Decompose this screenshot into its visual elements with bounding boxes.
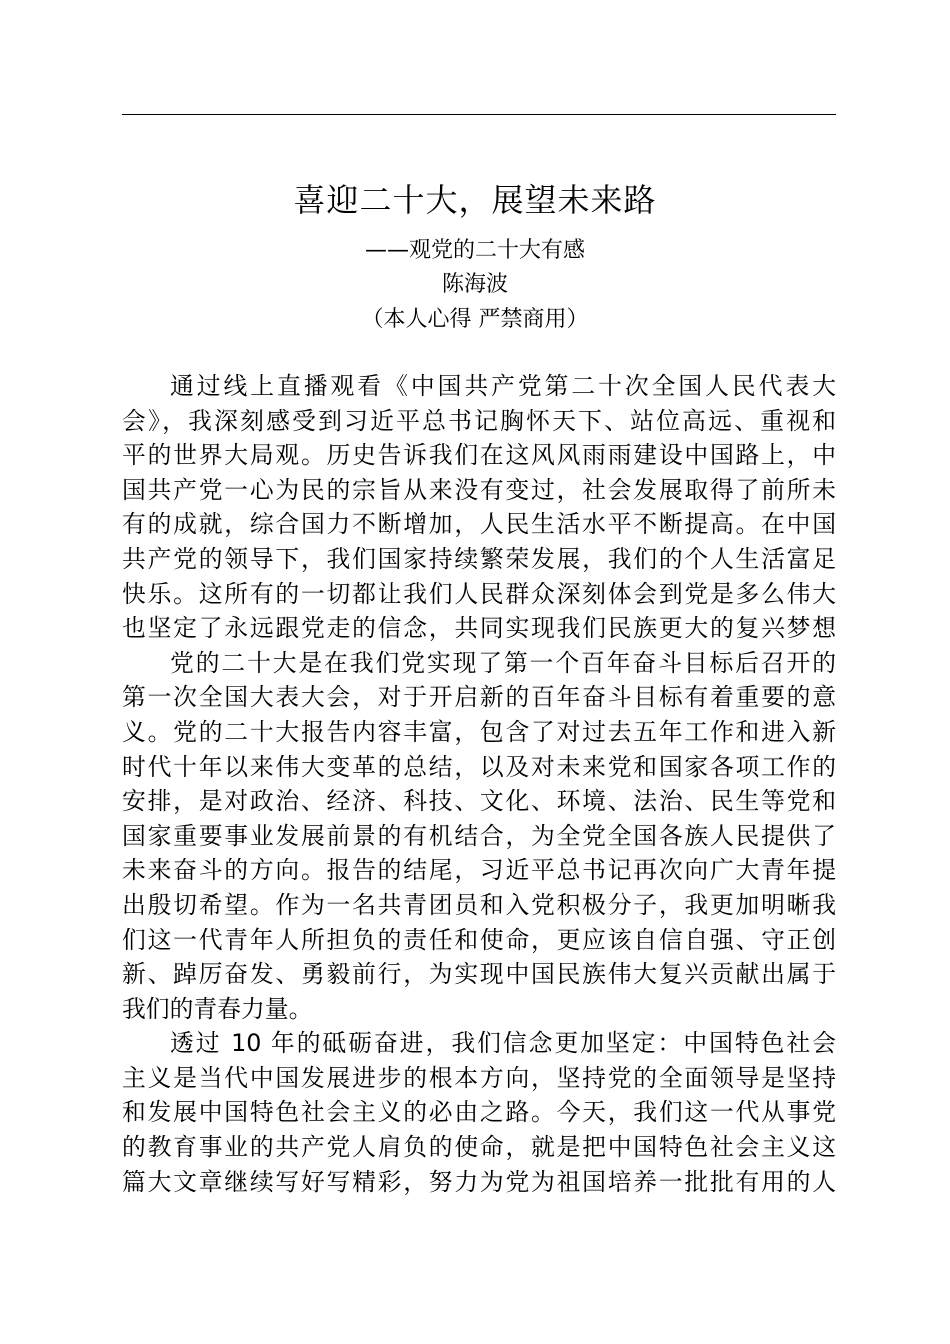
text-line: 有的成就，综合国力不断增加，人民生活水平不断提高。在中国 [122, 510, 836, 539]
paragraph [122, 369, 836, 646]
text-line: 党的二十大是在我们党实现了第一个百年奋斗目标后召开的 [170, 648, 836, 677]
document-author: 陈海波 [441, 272, 508, 297]
text-line: 义。党的二十大报告内容丰富，包含了对过去五年工作和进入新 [122, 717, 836, 746]
text-line: 通过线上直播观看《中国共产党第二十次全国人民代表大 [170, 372, 836, 400]
text-line: 未来奋斗的方向。报告的结尾，习近平总书记再次向广大青年提 [122, 856, 836, 885]
document-title: 喜迎二十大，展望未来路 [293, 181, 657, 219]
text-line: 时代十年以来伟大变革的总结，以及对未来党和国家各项工作的 [122, 752, 836, 781]
text-line: 我们的青春力量。 [122, 994, 313, 1023]
text-line: 出殷切希望。作为一名共青团员和入党积极分子，我更加明晰我 [122, 890, 836, 919]
text-line: 新、踔厉奋发、勇毅前行，为实现中国民族伟大复兴贡献出属于 [122, 960, 836, 989]
text-line: 快乐。这所有的一切都让我们人民群众深刻体会到党是多么伟大 [122, 579, 836, 608]
text-line: 的教育事业的共产党人肩负的使命，就是把中国特色社会主义这 [122, 1133, 836, 1162]
paragraph [122, 646, 836, 1027]
text-line: 篇大文章继续写好写精彩，努力为党为祖国培养一批批有用的人 [122, 1167, 836, 1196]
text-line: 国共产党一心为民的宗旨从来没有变过，社会发展取得了前所未 [122, 475, 836, 504]
text-line: 共产党的领导下，我们国家持续繁荣发展，我们的个人生活富足 [122, 544, 836, 573]
text-line: 也坚定了永远跟党走的信念，共同实现我们民族更大的复兴梦想 [122, 614, 836, 643]
header-rule [122, 114, 836, 115]
text-line: 平的世界大局观。历史告诉我们在这风风雨雨建设中国路上，中 [122, 441, 836, 470]
text-line: 透过 10 年的砥砺奋进，我们信念更加坚定：中国特色社会 [170, 1029, 836, 1058]
usage-notice: （本人心得 严禁商用） [361, 307, 589, 332]
text-line: 安排，是对政治、经济、科技、文化、环境、法治、民生等党和 [122, 787, 836, 816]
text-line: 国家重要事业发展前景的有机结合，为全党全国各族人民提供了 [122, 821, 836, 850]
body-text [122, 369, 836, 1199]
text-line: 主义是当代中国发展进步的根本方向，坚持党的全面领导是坚持 [122, 1063, 836, 1092]
text-line: 会》，我深刻感受到习近平总书记胸怀天下、站位高远、重视和 [122, 406, 836, 435]
text-line: 和发展中国特色社会主义的必由之路。今天，我们这一代从事党 [122, 1098, 836, 1127]
document-subtitle: ——观党的二十大有感 [364, 238, 585, 263]
text-line: 们这一代青年人所担负的责任和使命，更应该自信自强、守正创 [122, 925, 836, 954]
paragraph [122, 1026, 836, 1199]
text-line: 第一次全国大表大会，对于开启新的百年奋斗目标有着重要的意 [122, 683, 836, 712]
